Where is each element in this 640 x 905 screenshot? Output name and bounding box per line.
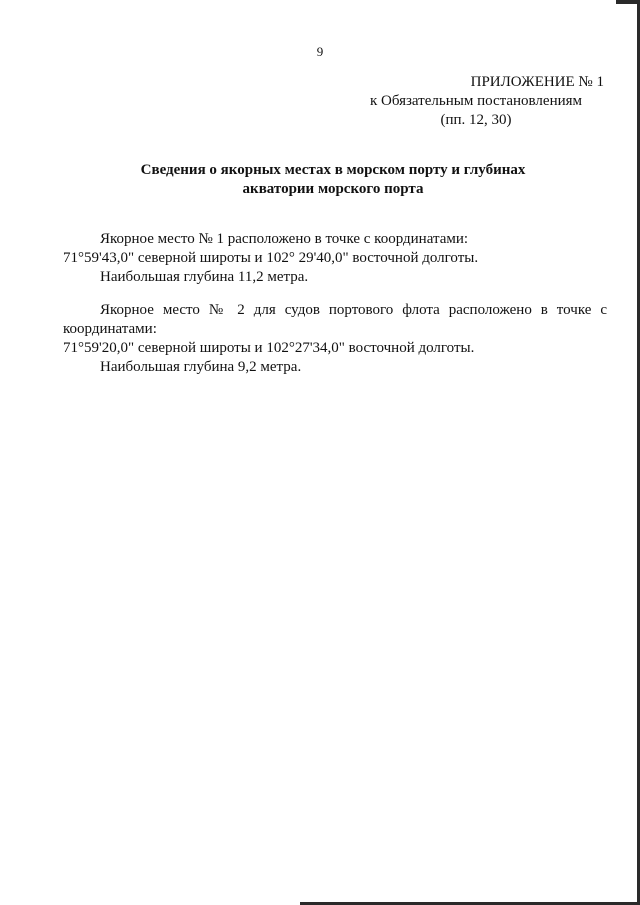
appendix-block xyxy=(346,73,606,130)
anchorage-1-depth: Наибольшая глубина 11,2 метра. xyxy=(100,269,309,285)
heading-line-2: акватории морского порта xyxy=(242,181,424,197)
anchorage-2-depth: Наибольшая глубина 9,2 метра. xyxy=(100,359,302,375)
document-heading xyxy=(0,161,640,199)
anchorage-2-coordinates: 71°59'20,0" северной широты и 102°27'34,0" восточной долготы. xyxy=(63,340,475,356)
anchorage-2-intro: Якорное место № 2 для судов портового флота расположено в точке с координатами: xyxy=(63,302,607,337)
appendix-subtitle: к Обязательным постановлениям xyxy=(369,93,583,109)
anchorage-2-section xyxy=(63,301,607,377)
appendix-reference: (пп. 12, 30) xyxy=(440,112,512,128)
page-number: 9 xyxy=(316,44,324,59)
anchorage-1-coordinates: 71°59'43,0" северной широты и 102° 29'40,0" восточной долготы. xyxy=(63,250,479,266)
anchorage-1-section xyxy=(63,230,607,287)
appendix-title: ПРИЛОЖЕНИЕ № 1 xyxy=(470,74,604,90)
anchorage-1-intro: Якорное место № 1 расположено в точке с координатами: xyxy=(100,231,469,247)
heading-line-1: Сведения о якорных местах в морском порту и глубинах xyxy=(140,162,526,178)
